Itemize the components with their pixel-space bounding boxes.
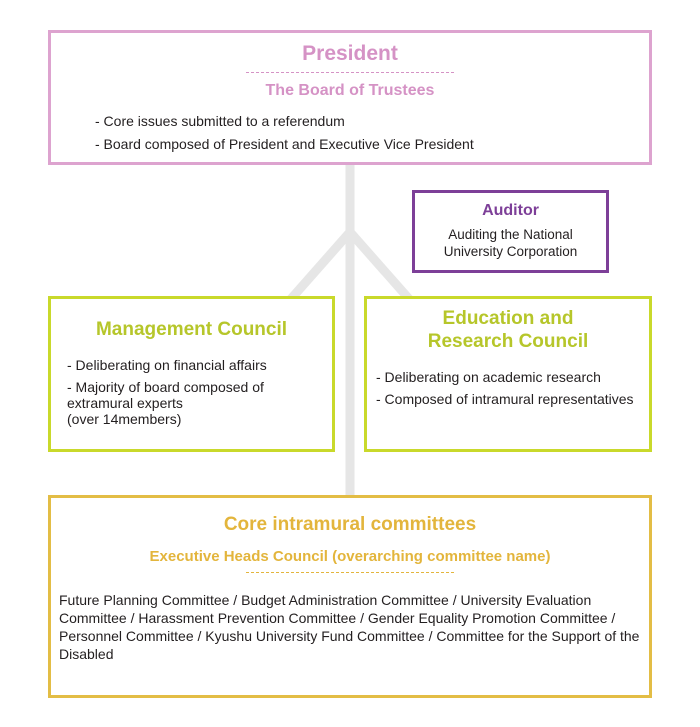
education-bullet: - Deliberating on academic research	[376, 369, 601, 385]
president-divider	[246, 72, 454, 73]
president-bullets	[51, 112, 649, 153]
branch-right-line	[350, 232, 410, 300]
board-of-trustees-subtitle: The Board of Trustees	[265, 82, 435, 99]
branch-left-line	[290, 232, 350, 300]
management-bullet: - Majority of board composed of extramural experts	[67, 379, 264, 411]
president-title: President	[302, 42, 398, 65]
auditor-line: University Corporation	[443, 244, 578, 259]
management-bullet-note: (over 14members)	[67, 411, 182, 427]
education-research-council-box	[364, 296, 652, 452]
management-council-title: Management Council	[95, 319, 288, 340]
management-bullet: - Deliberating on financial affairs	[67, 357, 267, 373]
management-council-bullets	[51, 357, 332, 427]
education-title-line: Research Council	[427, 331, 589, 352]
committee-list-text: Future Planning Committee / Budget Administration Committee / University Evaluation Committee / Harassment Prevention Committee / Gender Equality Promotion Committee / Personnel Committee / Kyushu University Fund Committee / Committee for the Support of the Disabled	[59, 592, 640, 662]
executive-heads-council-subtitle: Executive Heads Council (overarching committee name)	[149, 548, 551, 565]
education-title-line: Education and	[442, 308, 574, 329]
president-box	[48, 30, 652, 165]
core-committees-title: Core intramural committees	[223, 514, 477, 535]
core-committees-box	[48, 495, 652, 698]
president-bullet: - Core issues submitted to a referendum	[95, 113, 345, 129]
auditor-title: Auditor	[482, 202, 539, 219]
management-council-box	[48, 296, 335, 452]
education-council-title	[367, 307, 649, 353]
auditor-description	[415, 226, 606, 260]
auditor-line: Auditing the National	[448, 227, 573, 242]
president-bullet: - Board composed of President and Executive Vice President	[95, 136, 474, 152]
education-bullet: - Composed of intramural representatives	[376, 391, 634, 407]
education-council-bullets	[367, 369, 649, 407]
core-divider	[246, 572, 454, 573]
auditor-box	[412, 190, 609, 273]
